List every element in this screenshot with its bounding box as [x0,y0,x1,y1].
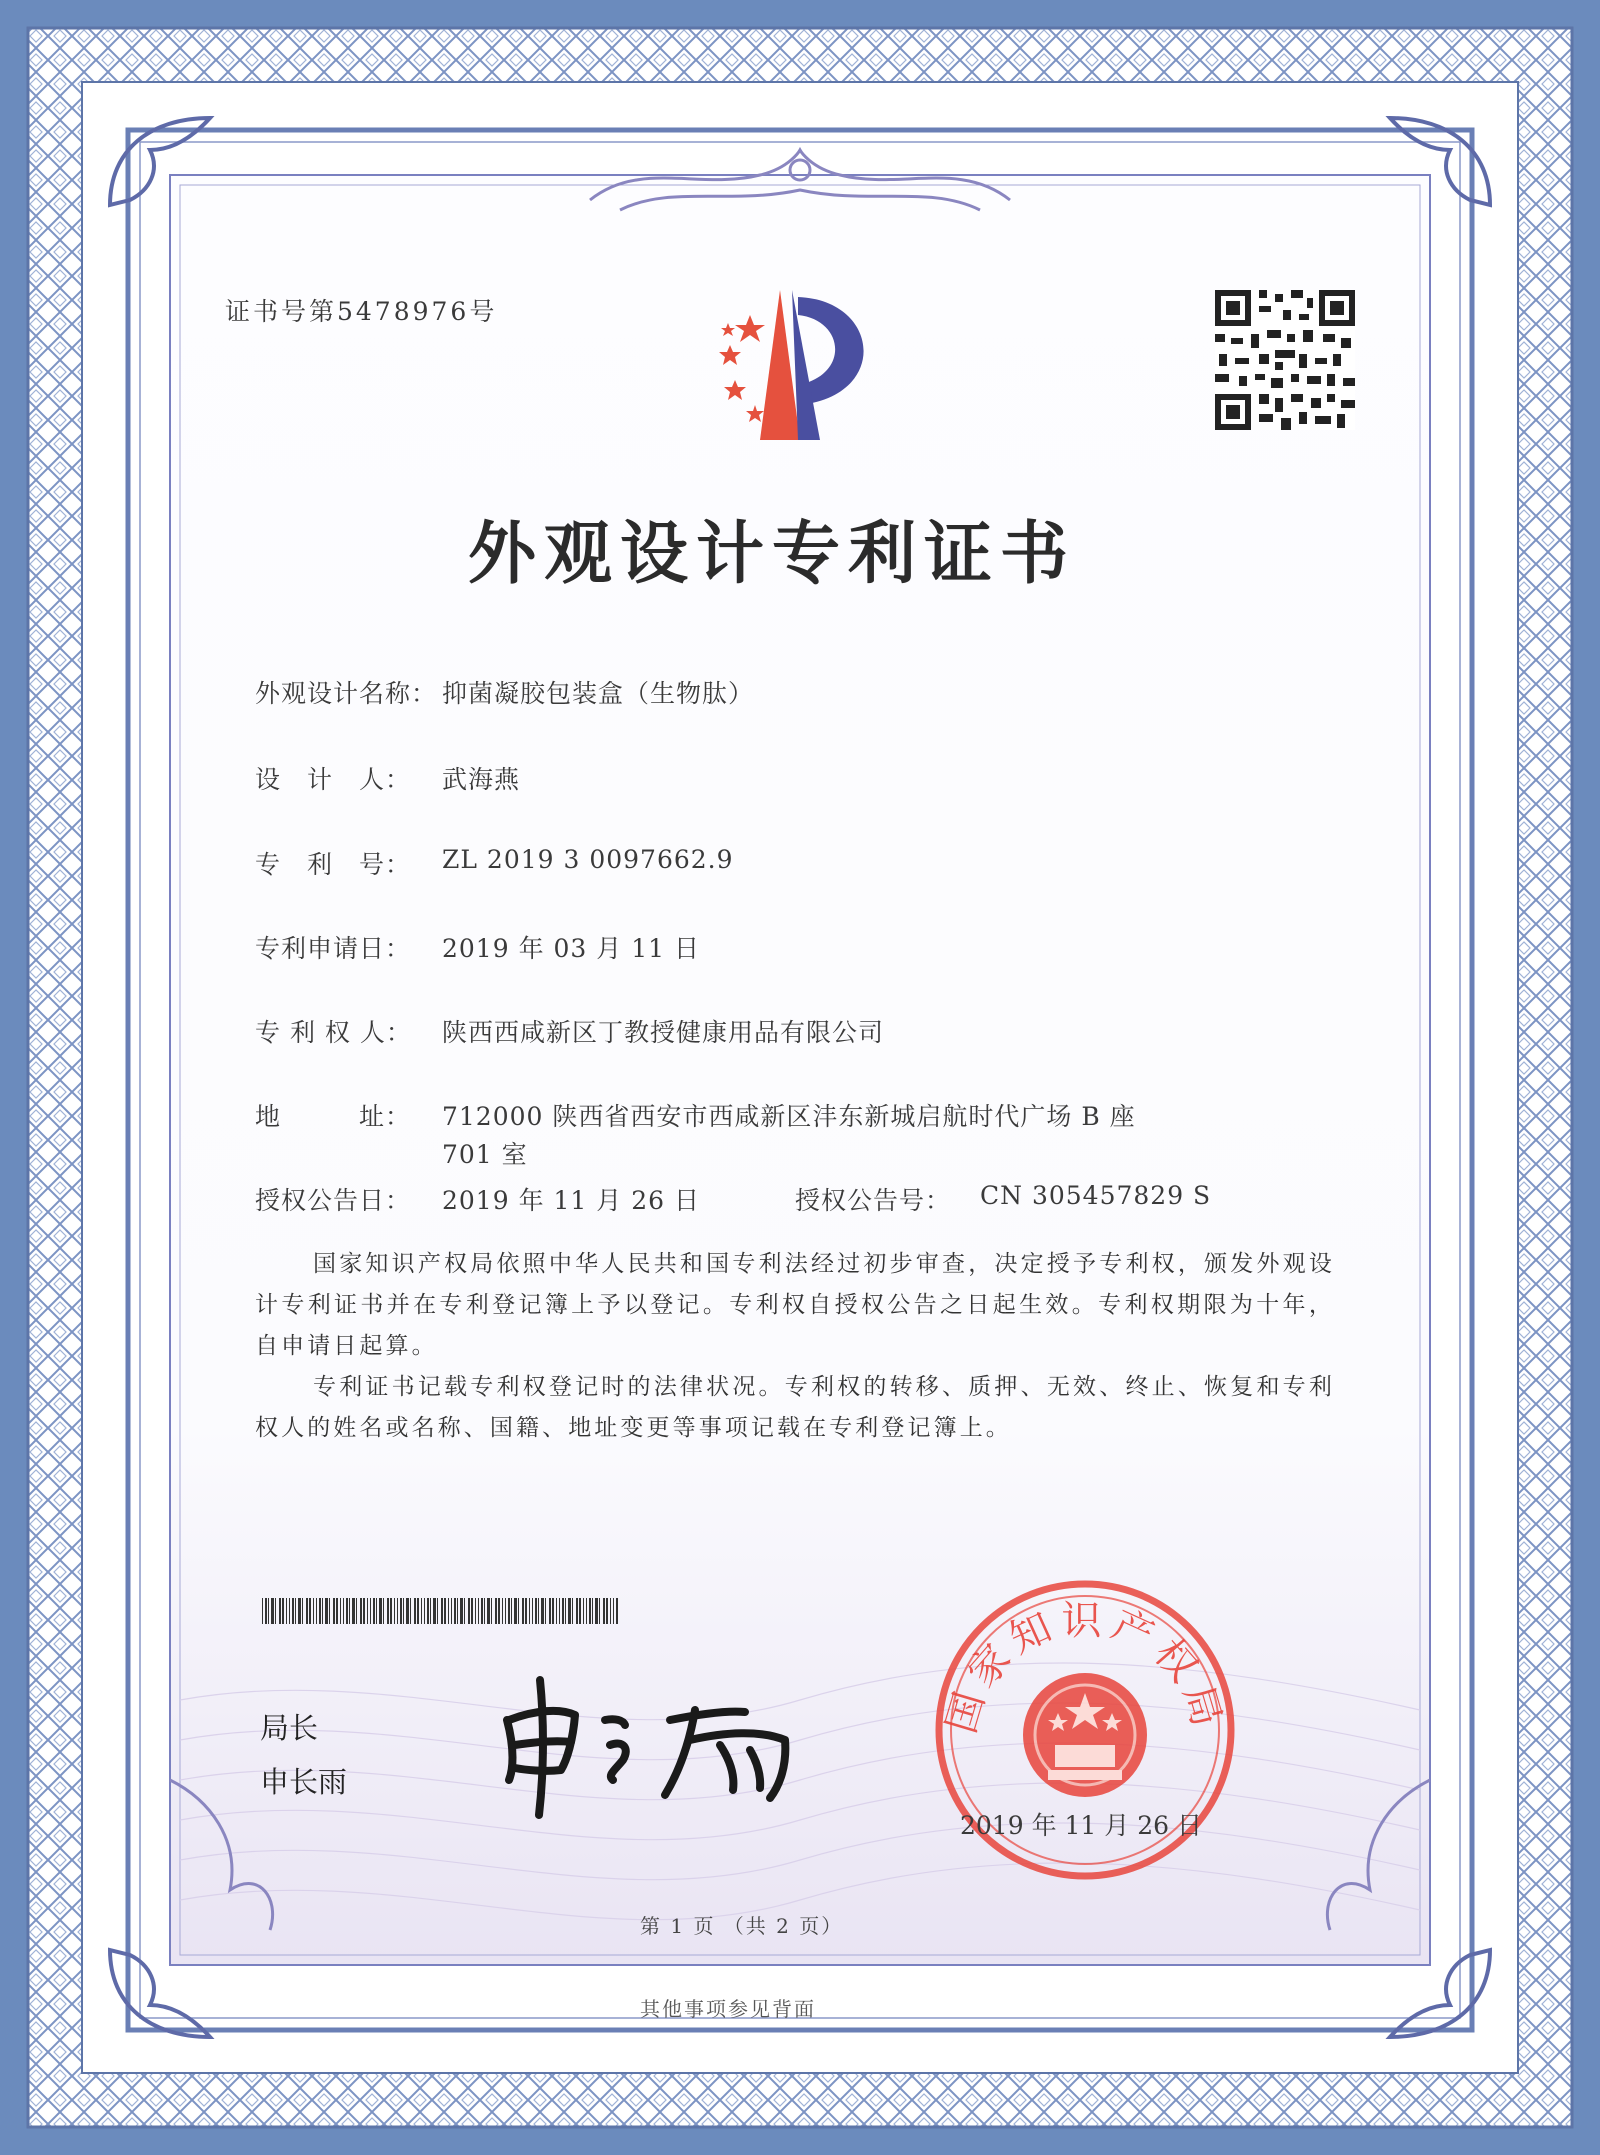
signatory-name: 申长雨 [260,1765,348,1799]
handwritten-signature [495,1670,805,1820]
back-side-note: 其他事项参见背面 [640,1997,816,2021]
field-value-address: 712000 陕西省西安市西咸新区沣东新城启航时代广场 B 座 [442,1102,1136,1131]
seal-date: 2019 年 11 月 26 日 [960,1811,1202,1840]
field-value-designer: 武海燕 [442,765,521,794]
page-title: 外观设计专利证书 [468,514,1077,594]
field-value-patent-number: ZL 2019 3 0097662.9 [442,845,734,874]
barcode-icon [262,1598,622,1624]
field-value-patentee: 陕西西咸新区丁教授健康用品有限公司 [442,1018,885,1047]
field-label-patent-number: 专 利 号： [255,850,412,879]
grant-number-label: 授权公告号： [795,1186,952,1215]
field-value-address-line2: 701 室 [442,1140,528,1169]
field-label-designer: 设 计 人： [255,765,412,794]
patent-logo-icon [680,285,900,445]
field-label-patentee: 专 利 权 人： [255,1018,412,1047]
grant-number-value: CN 305457829 S [980,1181,1212,1210]
certificate-number: 证书号第5478976号 [225,297,498,326]
seal-text: 国家知识产权局 [938,1598,1232,1739]
grant-date-label: 授权公告日： [255,1186,412,1215]
field-value-design-name: 抑菌凝胶包装盒（生物肽） [442,679,755,708]
legal-paragraph-2: 专利证书记载专利权登记时的法律状况。专利权的转移、质押、无效、终止、恢复和专利权人的姓名或名称、国籍、地址变更等事项记载在专利登记簿上。 [255,1374,1335,1441]
legal-paragraph-1: 国家知识产权局依照中华人民共和国专利法经过初步审查，决定授予专利权，颁发外观设计专利证书并在专利登记簿上予以登记。专利权自授权公告之日起生效。专利权期限为十年，自申请日起算。 [255,1251,1335,1359]
signatory-title: 局长 [260,1711,319,1745]
national-emblem-icon [1023,1673,1147,1797]
field-value-application-date: 2019 年 03 月 11 日 [442,934,700,963]
field-label-address: 地 址： [255,1102,412,1131]
field-label-application-date: 专利申请日： [255,934,412,963]
qr-code-icon [1215,290,1355,430]
field-label-design-name: 外观设计名称： [255,679,438,708]
page-indicator: 第 1 页 （共 2 页） [640,1914,844,1938]
grant-date-value: 2019 年 11 月 26 日 [442,1186,700,1215]
